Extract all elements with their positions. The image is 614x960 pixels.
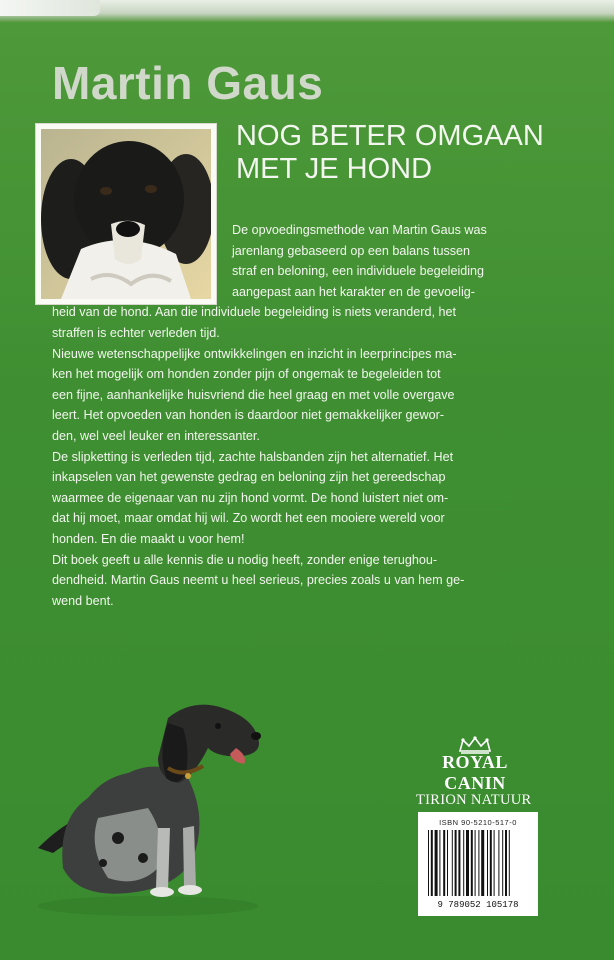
blurb-line: den, wel veel leuker en interessanter. <box>52 428 260 443</box>
book-title <box>236 120 596 186</box>
blurb-line: straffen is echter verleden tijd. <box>52 325 220 340</box>
blurb-line: straf en beloning, een individuele begeleiding <box>232 264 485 279</box>
blurb-line: dat hij moet, maar omdat hij wil. Zo wordt het een mooiere wereld voor <box>52 511 445 526</box>
brand-name: ROYAL CANIN <box>442 752 508 793</box>
book-title-line: MET JE HOND <box>236 153 433 185</box>
cover-fold <box>0 0 100 16</box>
blurb-line: De slipketting is verleden tijd, zachte halsbanden zijn het alternatief. Het <box>52 449 454 464</box>
blurb-line: ken het mogelijk om honden zonder pijn of ongemak te begeleiden tot <box>52 367 441 382</box>
blurb-line: aangepast aan het karakter en de gevoelig- <box>232 284 475 299</box>
barcode-icon <box>426 830 530 900</box>
blurb-line: heid van de hond. Aan die individuele begeleiding is niets veranderd, het <box>52 305 456 320</box>
barcode-number: 9 789052 105178 <box>437 900 519 910</box>
blurb-line: Dit boek geeft u alle kennis die u nodig heeft, zonder enige terughou- <box>52 552 438 567</box>
barcode-label <box>418 812 538 916</box>
blurb-line: honden. En die maakt u voor hem! <box>52 531 245 546</box>
blurb-line: waarmee de eigenaar van nu zijn hond vormt. De hond luistert niet om- <box>52 490 449 505</box>
cover-top-edge <box>0 0 614 22</box>
sitting-dog-photo <box>18 678 288 918</box>
author-name: Martin Gaus <box>52 57 324 109</box>
royal-canin-logo <box>410 736 540 794</box>
book-title-line: NOG BETER OMGAAN <box>236 120 544 152</box>
blurb-line: De opvoedingsmethode van Martin Gaus was <box>232 223 487 237</box>
blurb-line: Nieuwe wetenschappelijke ontwikkelingen en inzicht in leerprincipes ma- <box>52 346 457 361</box>
blurb-text <box>52 220 562 611</box>
publisher-name: TIRION NATUUR <box>416 792 532 808</box>
isbn-text: ISBN 90-5210-517-0 <box>439 818 517 827</box>
blurb-line: inkapselen van het gewenste gedrag en beloning zijn het gereedschap <box>52 470 446 485</box>
blurb-line: jarenlang gebaseerd op een balans tussen <box>232 243 471 258</box>
blurb-line: wend bent. <box>52 593 114 608</box>
blurb-line: leert. Het opvoeden van honden is daardoor niet gemakkelijker gewor- <box>52 408 445 423</box>
blurb-line: een fijne, aanhankelijke huisvriend die heel graag en met volle overgave <box>52 387 455 402</box>
blurb-line: dendheid. Martin Gaus neemt u heel serieus, precies zoals u van hem ge- <box>52 573 465 588</box>
